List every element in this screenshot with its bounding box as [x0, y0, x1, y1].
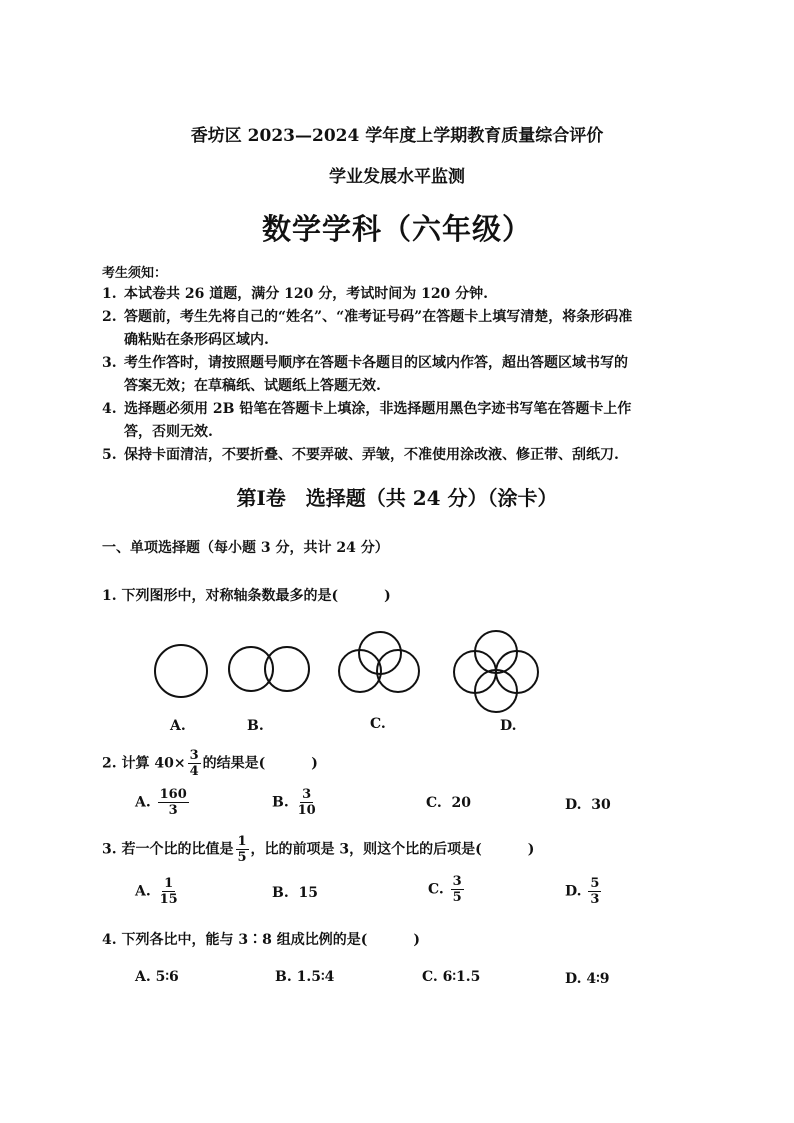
figure-b-two-circles — [226, 645, 316, 695]
q4-option-d[interactable]: D. 4∶9 — [565, 971, 610, 987]
fraction-denominator: 3 — [168, 803, 178, 818]
fraction-denominator: 15 — [159, 892, 178, 907]
q1-option-b[interactable]: B. — [247, 718, 264, 734]
notice-item — [102, 398, 742, 444]
question-2 — [102, 748, 318, 779]
circle-shape — [155, 645, 207, 697]
fraction-numerator: 5 — [590, 876, 600, 891]
option-label: A. — [135, 794, 151, 811]
q1-option-a[interactable]: A. — [170, 718, 186, 734]
fraction — [236, 834, 249, 865]
fraction-denominator: 5 — [452, 890, 462, 905]
question-1 — [102, 585, 391, 605]
fraction-denominator: 4 — [189, 764, 199, 779]
q3-option-c[interactable] — [428, 874, 466, 905]
fraction-numerator: 160 — [159, 787, 187, 802]
notice-item — [102, 444, 742, 467]
fraction — [588, 876, 601, 907]
q1-option-d[interactable]: D. — [500, 718, 517, 734]
q2-option-c[interactable] — [426, 795, 471, 811]
notice-item-continuation: 答案无效；在草稿纸、试题纸上答题无效. — [124, 378, 381, 394]
notice-item-text: 考生作答时，请按照题号顺序在答题卡各题目的区域内作答，超出答题区域书写的 — [124, 355, 628, 371]
fraction-numerator: 3 — [452, 874, 462, 889]
q4-option-c[interactable]: C. 6∶1.5 — [422, 969, 481, 985]
fraction-denominator: 3 — [590, 892, 600, 907]
notice-item — [102, 352, 742, 398]
option-label: B. — [272, 794, 289, 811]
figure-c-three-circles — [336, 632, 426, 694]
option-value: 20 — [451, 795, 472, 811]
fraction-numerator: 3 — [189, 748, 199, 763]
fraction — [158, 876, 180, 907]
question-number: 4. — [102, 932, 117, 948]
q2-option-a[interactable] — [135, 787, 191, 818]
question-number: 3. — [102, 841, 117, 858]
question-3 — [102, 834, 534, 865]
question-text-post: 的结果是( — [202, 755, 266, 772]
notice-item-continuation: 答，否则无效. — [124, 424, 213, 440]
question-text-pre: 计算 40× — [121, 755, 186, 772]
question-number: 2. — [102, 755, 117, 772]
notice-item-number: 3. — [102, 355, 117, 371]
fraction-numerator: 1 — [164, 876, 174, 891]
notice-item-text: 本试卷共 26 道题，满分 120 分，考试时间为 120 分钟. — [124, 286, 489, 302]
option-value: 15 — [298, 885, 318, 901]
exam-title-line2: 学业发展水平监测 — [329, 167, 465, 187]
option-label: A. — [135, 883, 151, 900]
notice-item-continuation: 确粘贴在条形码区域内. — [124, 332, 269, 348]
notice-item-number: 2. — [102, 309, 117, 325]
section-title: 第Ⅰ卷 选择题（共 24 分）（涂卡） — [236, 486, 558, 510]
q1-option-c[interactable]: C. — [370, 716, 386, 732]
circle-shape — [265, 647, 309, 691]
question-text-post: ，比的前项是 3，则这个比的后项是( — [250, 841, 482, 858]
part-title: 一、单项选择题（每小题 3 分，共计 24 分） — [102, 540, 389, 556]
exam-title-line1: 香坊区 2023—2024 学年度上学期教育质量综合评价 — [190, 126, 604, 146]
q3-option-a[interactable] — [135, 876, 182, 907]
q3-option-b[interactable] — [272, 885, 318, 901]
question-text-pre: 若一个比的比值是 — [121, 841, 234, 858]
fraction — [296, 787, 318, 818]
q3-option-d[interactable] — [565, 876, 603, 907]
notice-item-text: 选择题必须用 2B 铅笔在答题卡上填涂，非选择题用黑色字迹书写笔在答题卡上作 — [124, 401, 632, 417]
question-text: 下列图形中，对称轴条数最多的是( — [121, 588, 339, 604]
notice-item-number: 5. — [102, 447, 117, 463]
notice-item-text: 答题前，考生先将自己的“姓名”、“准考证号码”在答题卡上填写清楚，将条形码准 — [124, 309, 633, 325]
notice-item-text: 保持卡面清洁，不要折叠、不要弄破、弄皱，不准使用涂改液、修正带、刮纸刀. — [124, 447, 619, 463]
q4-option-b[interactable]: B. 1.5∶4 — [275, 969, 335, 985]
notice-heading: 考生须知： — [102, 266, 168, 281]
notice-item-number: 4. — [102, 401, 117, 417]
q4-option-a[interactable]: A. 5∶6 — [135, 969, 179, 985]
q2-option-b[interactable] — [272, 787, 320, 818]
answer-paren-close: ) — [311, 755, 318, 772]
answer-paren-close: ) — [384, 588, 391, 604]
circle-shape — [229, 647, 273, 691]
option-label: B. — [272, 885, 289, 901]
option-label: D. — [565, 797, 582, 813]
fraction-numerator: 3 — [302, 787, 312, 802]
figure-a-single-circle — [150, 640, 216, 706]
option-label: D. — [565, 883, 582, 900]
question-text: 下列各比中，能与 3∶8 组成比例的是( — [121, 932, 368, 948]
notice-item — [102, 306, 742, 352]
fraction-denominator: 10 — [297, 803, 316, 818]
question-4 — [102, 929, 420, 949]
fraction — [158, 787, 189, 818]
circle-shape — [377, 650, 419, 692]
notice-item-number: 1. — [102, 286, 117, 302]
fraction-numerator: 1 — [237, 834, 247, 849]
figure-d-four-circles — [450, 628, 550, 714]
option-label: C. — [426, 795, 442, 811]
q2-option-d[interactable] — [565, 797, 611, 813]
subject-title: 数学学科（六年级） — [261, 212, 532, 246]
fraction-denominator: 5 — [237, 850, 247, 865]
answer-paren-close: ) — [413, 932, 420, 948]
fraction — [451, 874, 464, 905]
option-value: 30 — [591, 797, 611, 813]
notice-item — [102, 283, 742, 306]
answer-paren-close: ) — [527, 841, 535, 858]
fraction — [188, 748, 201, 779]
option-label: C. — [428, 881, 444, 898]
question-number: 1. — [102, 588, 117, 604]
